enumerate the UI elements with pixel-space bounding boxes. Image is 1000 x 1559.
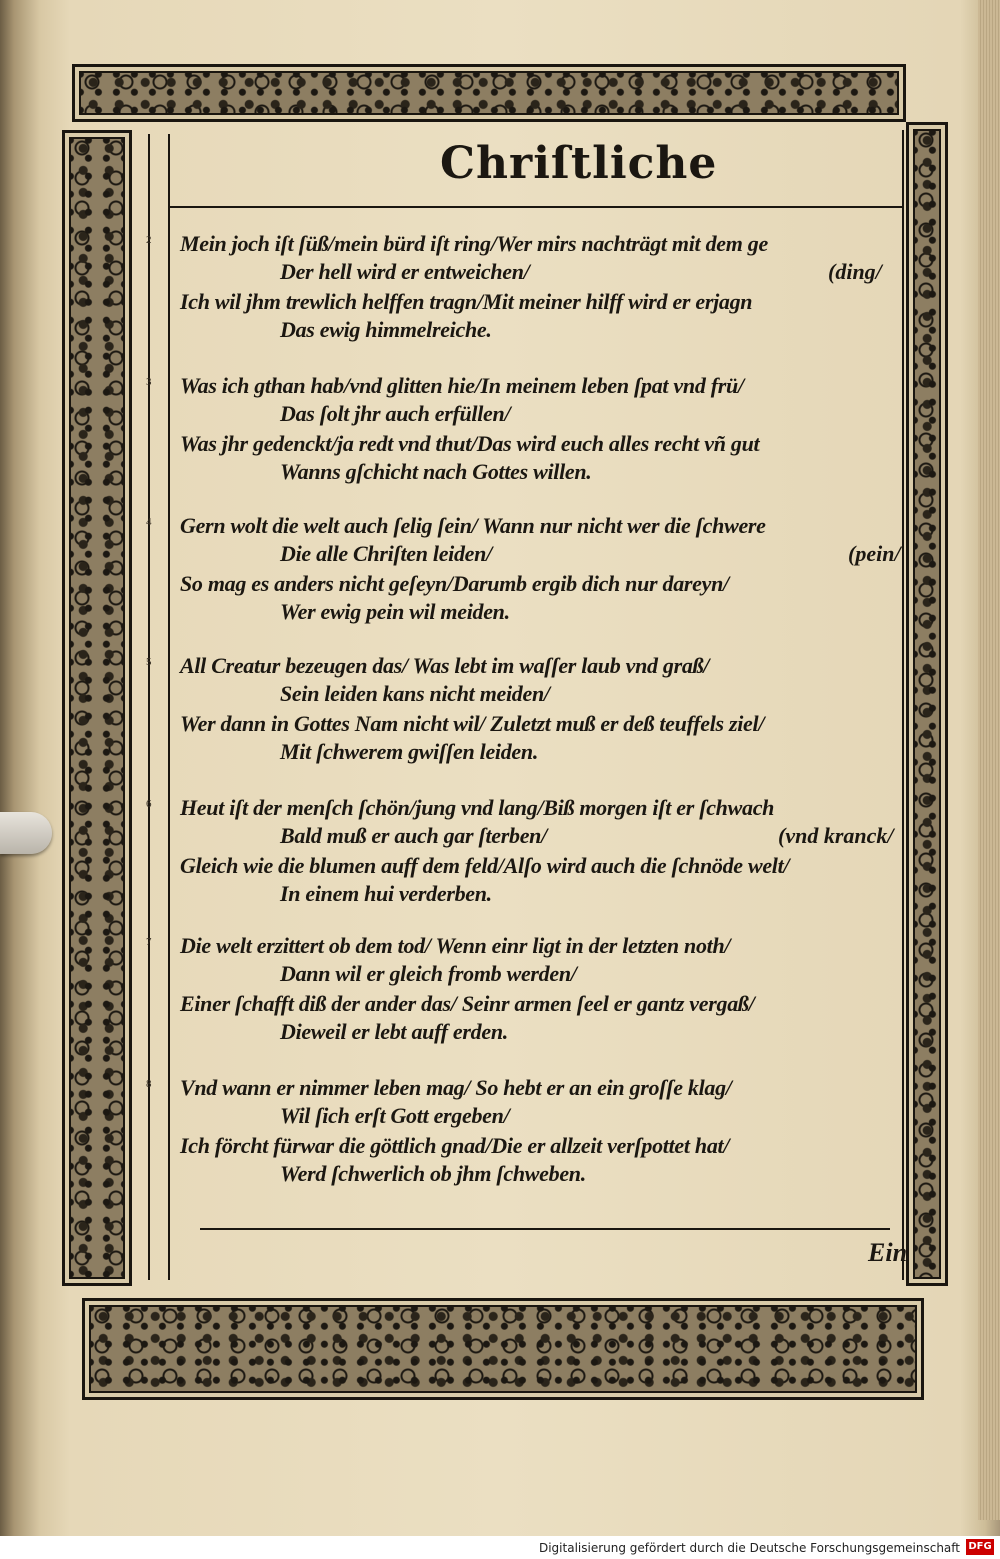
dfg-logo: DFG — [966, 1539, 994, 1555]
funding-note: Digitalisierung gefördert durch die Deutsche Forschungsgemeinschaft — [538, 1541, 960, 1555]
page-edges — [978, 0, 1000, 1520]
header-rule — [168, 206, 902, 208]
ornamental-border-right — [906, 122, 948, 1286]
verse-line: Bald muß er auch gar ſterben/ — [280, 823, 547, 848]
footer-rule — [200, 1228, 890, 1230]
verse-number: 2 — [146, 234, 152, 246]
verse-line: So mag es anders nicht geſeyn/Darumb ergib dich nur dareyn/ — [180, 571, 729, 596]
verse-line: Wer ewig pein wil meiden. — [280, 599, 510, 624]
verse-line: Gern wolt die welt auch ſelig ſein/ Wann nur nicht wer die ſchwere — [180, 513, 766, 538]
verse-line: Das ſolt jhr auch erfüllen/ — [280, 401, 511, 426]
verse-line: Wil ſich erſt Gott ergeben/ — [280, 1103, 510, 1128]
ornamental-border-top — [72, 64, 906, 122]
verse-line: Sein leiden kans nicht meiden/ — [280, 681, 550, 706]
verse-line: Was jhr gedenckt/ja redt vnd thut/Das wird euch alles recht vñ gut — [180, 431, 760, 456]
verse-line: All Creatur bezeugen das/ Was lebt im waſſer laub vnd graß/ — [180, 653, 710, 678]
verse-line: Ich wil jhm trewlich helffen tragn/Mit meiner hilff wird er erjagn — [180, 289, 753, 314]
verse-line: Vnd wann er nimmer leben mag/ So hebt er an ein groſſe klag/ — [180, 1075, 732, 1100]
verse-line: Die alle Chriſten leiden/ — [280, 541, 492, 566]
verse-line: Was ich gthan hab/vnd glitten hie/In meinem leben ſpat vnd frü/ — [180, 373, 744, 398]
verse-line: Heut iſt der menſch ſchön/jung vnd lang/Biß morgen iſt er ſchwach — [180, 795, 775, 820]
verse-line: Die welt erzittert ob dem tod/ Wenn einr ligt in der letzten noth/ — [180, 933, 731, 958]
book-clasp — [0, 812, 52, 854]
verse-line: Das ewig himmelreiche. — [280, 317, 492, 342]
verse-line: Einer ſchafft diß der ander das/ Seinr armen ſeel er gantz vergaß/ — [180, 991, 755, 1016]
verse-number: 8 — [146, 1078, 152, 1090]
ornamental-border-left — [62, 130, 132, 1286]
verse-line: Gleich wie die blumen auff dem feld/Alſo wird auch die ſchnöde welt/ — [180, 853, 790, 878]
verse-line: Wer dann in Gottes Nam nicht wil/ Zuletzt muß er deß teuffels ziel/ — [180, 711, 765, 736]
verse-line: Dann wil er gleich fromb werden/ — [280, 961, 577, 986]
verse-number: 6 — [146, 798, 152, 810]
verse-line: Der hell wird er entweichen/ — [280, 259, 530, 284]
verse-number: 4 — [146, 516, 152, 528]
page-title: Chriſtliche — [440, 138, 718, 189]
verse-line: Wanns gſchicht nach Gottes willen. — [280, 459, 592, 484]
verse-number: 7 — [146, 936, 152, 948]
verse-number: 3 — [146, 376, 152, 388]
verse-carryover: (ding/ — [828, 259, 882, 284]
verse-line: Werd ſchwerlich ob jhm ſchweben. — [280, 1161, 586, 1186]
catchword: Ein — [868, 1238, 908, 1267]
verse-line: Ich förcht fürwar die göttlich gnad/Die er allzeit verſpottet hat/ — [180, 1133, 730, 1158]
verse-line: Mit ſchwerem gwiſſen leiden. — [280, 739, 539, 764]
column-rule-right — [902, 130, 904, 1280]
ornamental-border-bottom — [82, 1298, 924, 1400]
verse-line: In einem hui verderben. — [280, 881, 492, 906]
verse-line: Dieweil er lebt auff erden. — [280, 1019, 508, 1044]
verse-carryover: (pein/ — [848, 541, 901, 566]
verse-line: Mein joch iſt ſüß/mein bürd iſt ring/Wer mirs nachträgt mit dem ge — [180, 231, 768, 256]
verse-carryover: (vnd kranck/ — [778, 823, 894, 848]
verse-number: 5 — [146, 656, 152, 668]
column-rule-inner — [168, 134, 170, 1280]
column-rule-left — [148, 134, 150, 1280]
